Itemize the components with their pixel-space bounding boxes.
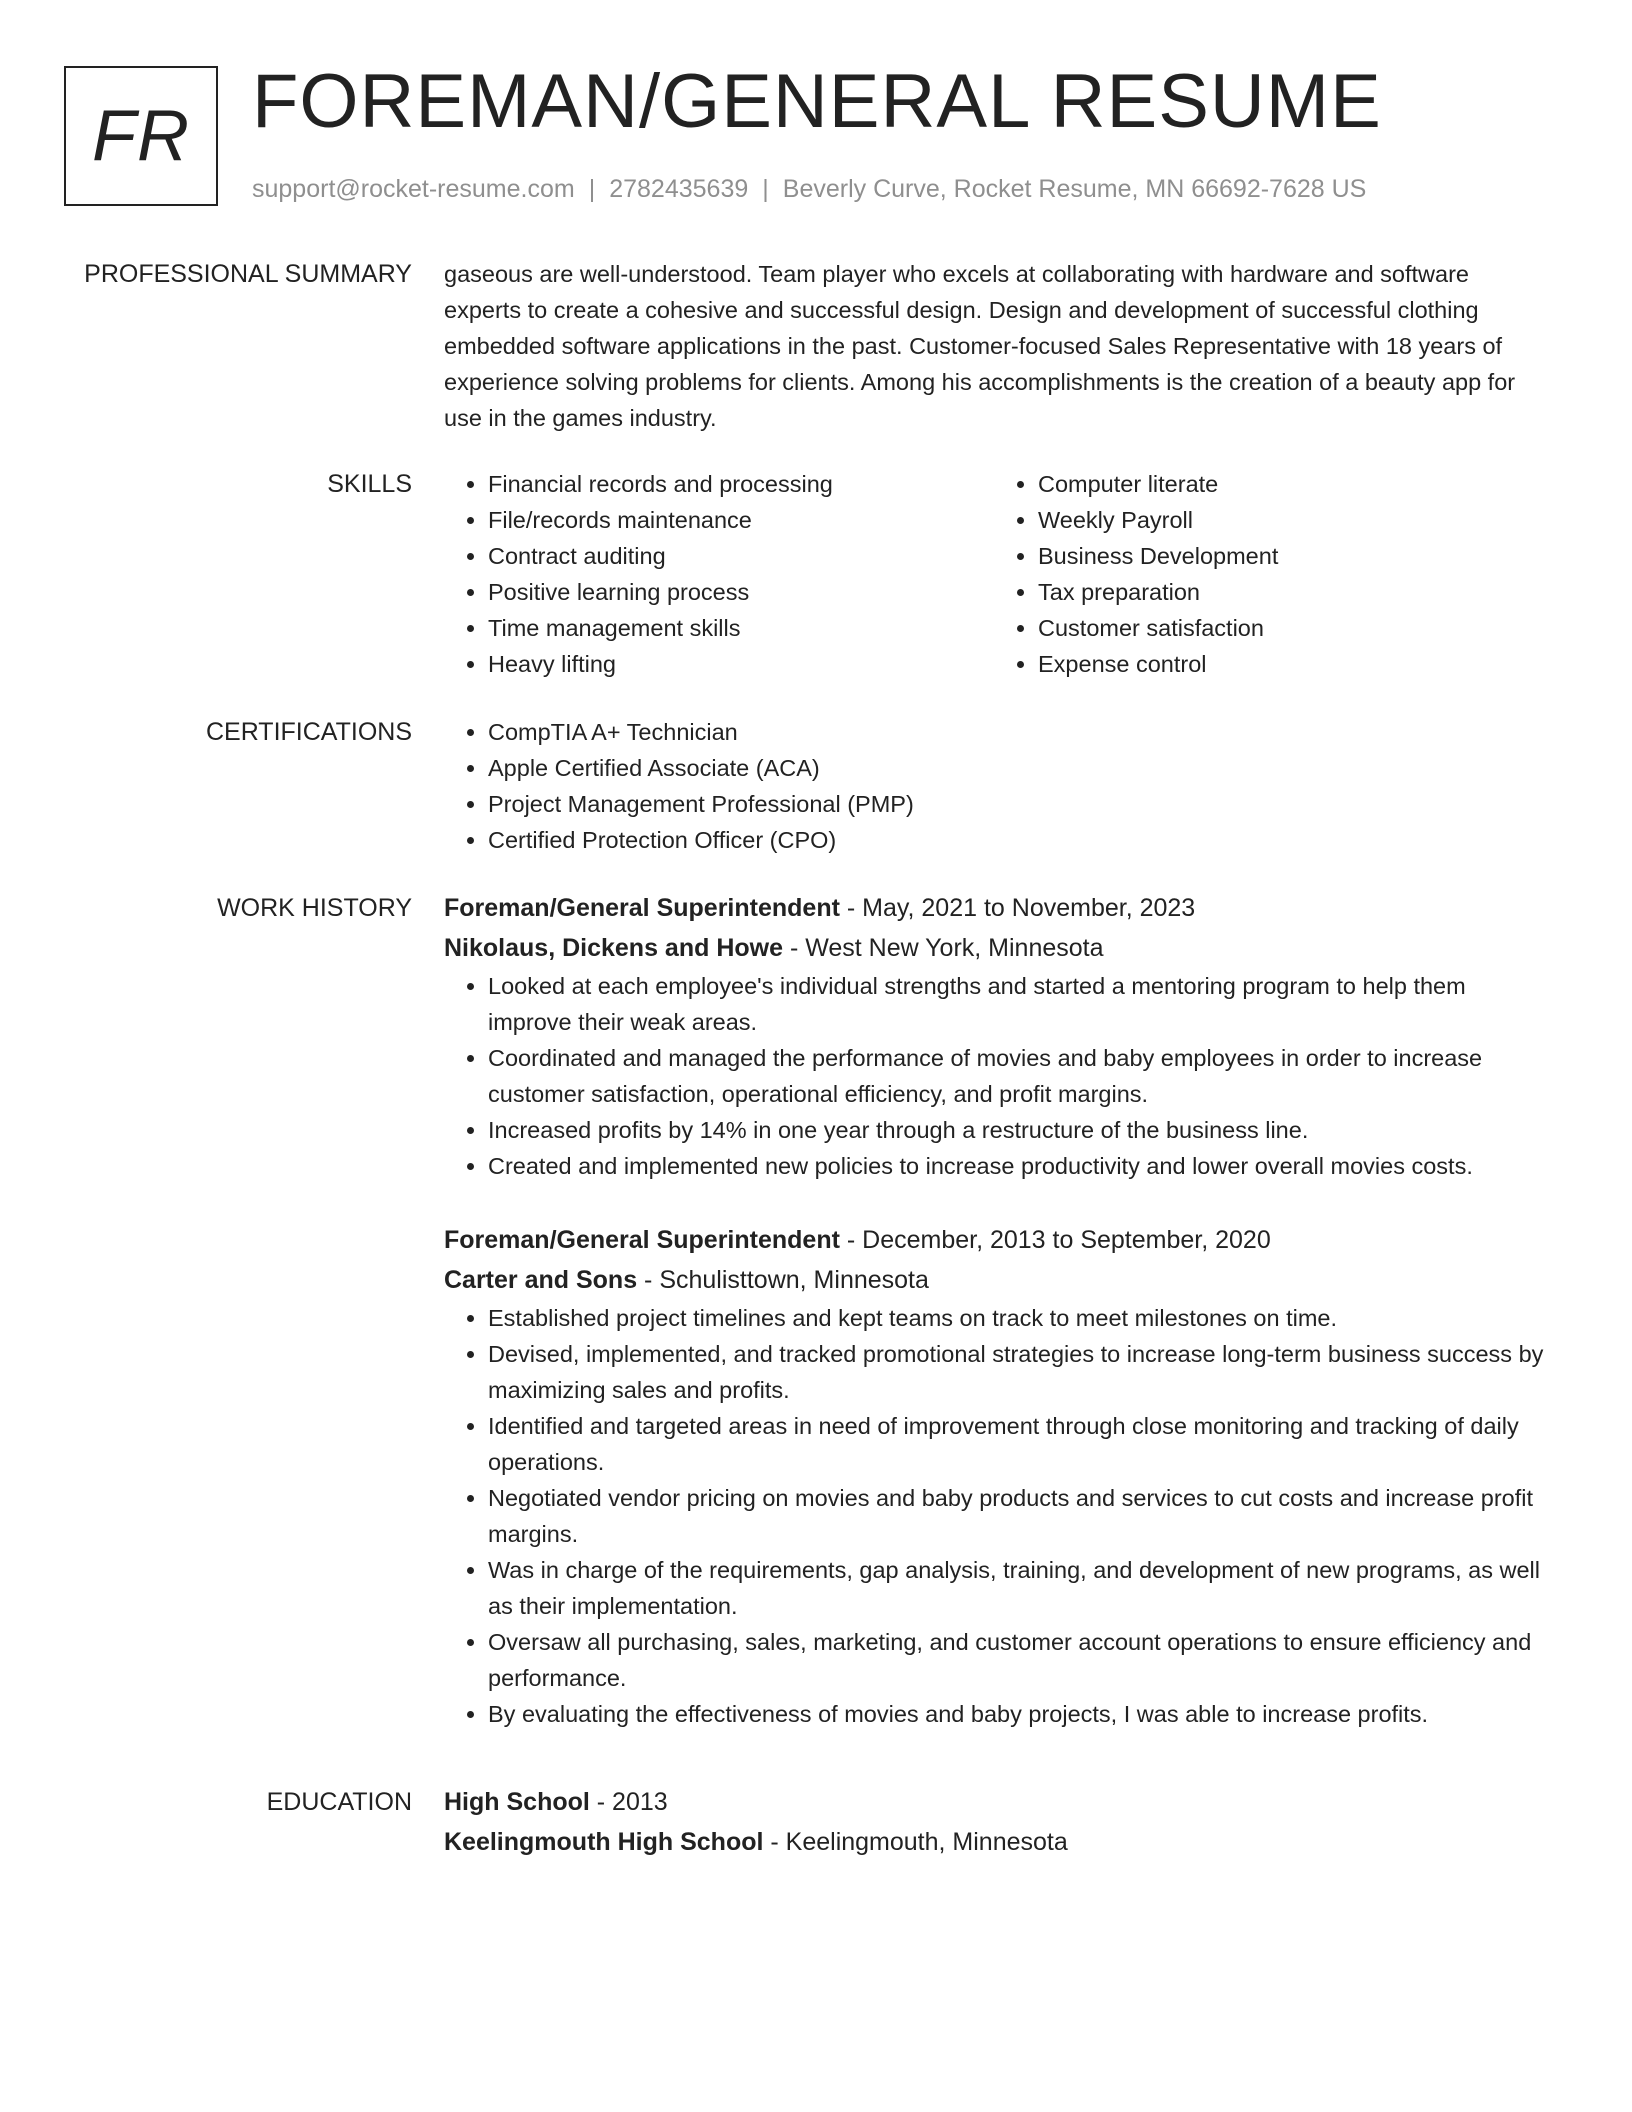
job-bullet: • By evaluating the effectiveness of movies and baby projects, I was able to increase profits. [488, 1696, 1544, 1732]
certification-item: • Project Management Professional (PMP) [488, 786, 1544, 822]
section-label-skills: SKILLS [327, 470, 412, 498]
job-bullet: • Was in charge of the requirements, gap analysis, training, and development of new programs, as well as their implementation. [488, 1552, 1544, 1624]
skill-item: • Business Development [1038, 538, 1544, 574]
contact-phone: 2782435639 [609, 175, 749, 203]
education-degree: High School [444, 1788, 590, 1816]
certifications-list [444, 714, 1544, 858]
skill-item: • Weekly Payroll [1038, 502, 1544, 538]
certification-item: • CompTIA A+ Technician [488, 714, 1544, 750]
monogram [64, 66, 218, 206]
job-bullet: • Devised, implemented, and tracked promotional strategies to increase long-term business success by maximizing sales and profits. [488, 1336, 1544, 1408]
skill-item: • File/records maintenance [488, 502, 994, 538]
job-bullet: • Coordinated and managed the performance of movies and baby employees in order to increase customer satisfaction, operational efficiency, and profit margins. [488, 1040, 1544, 1112]
section-label-summary: PROFESSIONAL SUMMARY [84, 260, 412, 288]
job-bullet: • Created and implemented new policies to increase productivity and lower overall movies costs. [488, 1148, 1544, 1184]
job-location: - Schulisttown, Minnesota [637, 1266, 929, 1294]
education-degree-line [444, 1782, 1544, 1822]
contact-separator: | [588, 175, 596, 203]
work-history-body [444, 888, 1544, 1732]
job-bullets [444, 968, 1544, 1184]
job-bullet: • Looked at each employee's individual strengths and started a mentoring program to help them improve their weak areas. [488, 968, 1544, 1040]
job-company-line [444, 928, 1544, 968]
contact-address: Beverly Curve, Rocket Resume, MN 66692-7628 US [782, 175, 1367, 203]
skill-item: • Heavy lifting [488, 646, 994, 682]
job-company: Nikolaus, Dickens and Howe [444, 934, 783, 962]
education-school-line [444, 1822, 1544, 1862]
job-bullet: • Established project timelines and kept teams on track to meet milestones on time. [488, 1300, 1544, 1336]
job-entry [444, 888, 1544, 1184]
job-location: - West New York, Minnesota [783, 934, 1104, 962]
skill-item: • Time management skills [488, 610, 994, 646]
job-dates: - May, 2021 to November, 2023 [839, 894, 1196, 922]
job-company: Carter and Sons [444, 1266, 638, 1294]
job-title-line [444, 1220, 1544, 1260]
skills-grid [444, 466, 1544, 682]
skills-list-right [994, 466, 1544, 682]
job-bullet: • Identified and targeted areas in need of improvement through close monitoring and tracking of daily operations. [488, 1408, 1544, 1480]
certification-item: • Certified Protection Officer (CPO) [488, 822, 1544, 858]
job-dates: - December, 2013 to September, 2020 [839, 1226, 1271, 1254]
job-bullets [444, 1300, 1544, 1732]
education-body [444, 1782, 1544, 1862]
education-school: Keelingmouth High School [444, 1828, 764, 1856]
monogram-initials: FR [92, 96, 190, 176]
job-title: Foreman/General Superintendent [444, 894, 840, 922]
education-location: - Keelingmouth, Minnesota [763, 1828, 1068, 1856]
section-label-work-history: WORK HISTORY [217, 894, 412, 922]
job-title-line [444, 888, 1544, 928]
certifications-body [444, 714, 1544, 858]
skill-item: • Customer satisfaction [1038, 610, 1544, 646]
contact-email: support@rocket-resume.com [252, 175, 575, 203]
summary-text: gaseous are well-understood. Team player who excels at collaborating with hardware and software experts to create a cohesive and successful design. Design and development of successful clothing embedded software applications in the past. Customer-focused Sales Representative with 18 years of experience solving problems for clients. Among his accomplishments is the creation of a beauty app for use in the games industry. [444, 261, 1516, 431]
skill-item: • Positive learning process [488, 574, 994, 610]
job-title: Foreman/General Superintendent [444, 1226, 840, 1254]
skill-item: • Expense control [1038, 646, 1544, 682]
skill-item: • Contract auditing [488, 538, 994, 574]
education-year: - 2013 [589, 1788, 668, 1816]
job-bullet: • Oversaw all purchasing, sales, marketing, and customer account operations to ensure efficiency and performance. [488, 1624, 1544, 1696]
resume-title: FOREMAN/GENERAL RESUME [252, 59, 1382, 144]
job-entry [444, 1220, 1544, 1732]
section-label-certifications: CERTIFICATIONS [205, 718, 412, 746]
job-bullet: • Increased profits by 14% in one year through a restructure of the business line. [488, 1112, 1544, 1148]
skill-item: • Financial records and processing [488, 466, 994, 502]
skill-item: • Computer literate [1038, 466, 1544, 502]
job-company-line [444, 1260, 1544, 1300]
section-label-education: EDUCATION [266, 1788, 412, 1816]
job-bullet: • Negotiated vendor pricing on movies and baby products and services to cut costs and increase profit margins. [488, 1480, 1544, 1552]
contact-separator: | [762, 175, 769, 203]
certification-item: • Apple Certified Associate (ACA) [488, 750, 1544, 786]
skills-list-left [444, 466, 994, 682]
contact-line [252, 172, 1366, 206]
skill-item: • Tax preparation [1038, 574, 1544, 610]
